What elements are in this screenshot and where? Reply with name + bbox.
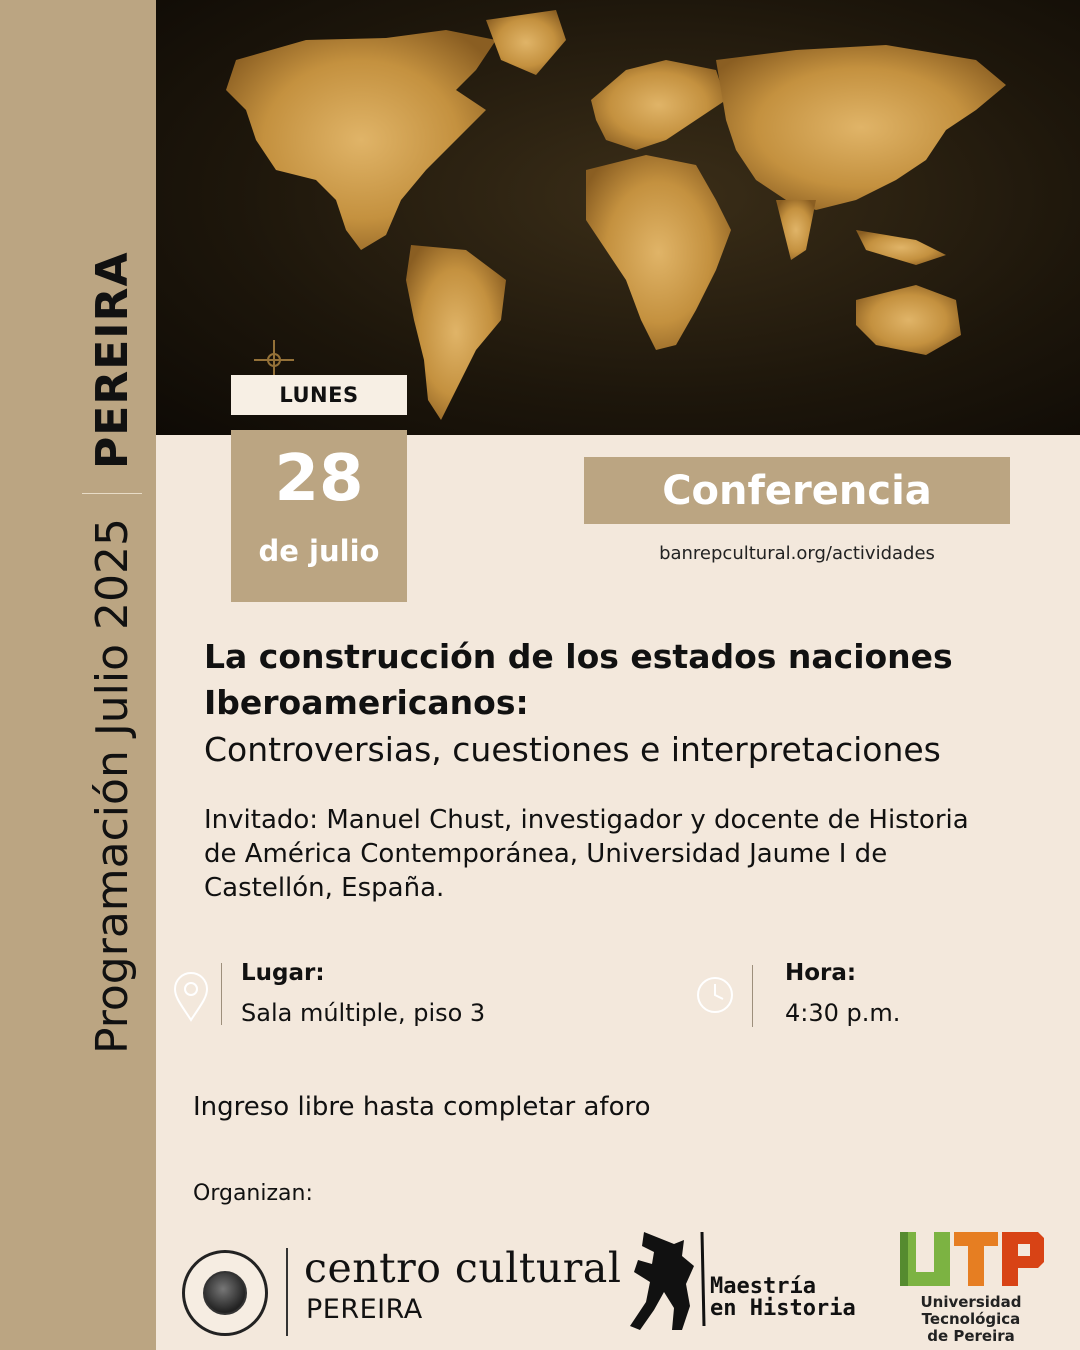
utp-line-1: Universidad Tecnológica (920, 1293, 1022, 1328)
title-line-1: La construcción de los estados naciones (204, 637, 953, 676)
place-label: Lugar: (241, 960, 325, 986)
event-title (204, 634, 1024, 726)
side-divider (82, 493, 142, 494)
utp-logo-text (890, 1294, 1052, 1345)
time-value: 4:30 p.m. (785, 999, 901, 1027)
event-subtitle: Controversias, cuestiones e interpretaciones (204, 730, 941, 769)
side-band (0, 0, 156, 1350)
centro-cultural-city: PEREIRA (306, 1294, 423, 1325)
maestria-line-1: Maestría (710, 1274, 816, 1299)
logo-divider (286, 1248, 288, 1336)
time-label: Hora: (785, 960, 857, 986)
maestria-figure-logo (624, 1226, 710, 1334)
time-divider (752, 965, 753, 1027)
place-divider (221, 963, 222, 1025)
seal-portrait (203, 1271, 247, 1315)
place-value: Sala múltiple, piso 3 (241, 999, 486, 1027)
centro-cultural-name: centro cultural (304, 1244, 622, 1292)
date-box (231, 430, 407, 602)
weekday-label: LUNES (231, 375, 407, 415)
website-link[interactable]: banrepcultural.org/actividades (659, 543, 935, 564)
event-type-badge: Conferencia (584, 457, 1010, 524)
city-label: PEREIRA (86, 251, 138, 469)
utp-line-2: de Pereira (927, 1327, 1015, 1345)
title-line-2: Iberoamericanos: (204, 683, 529, 722)
maestria-line-2: en Historia (710, 1296, 856, 1321)
program-label: Programación Julio 2025 (86, 517, 138, 1054)
maestria-logo-text (710, 1276, 856, 1320)
utp-logo-mark (898, 1228, 1046, 1290)
date-month: de julio (258, 534, 380, 568)
entry-note: Ingreso libre hasta completar aforo (193, 1092, 651, 1122)
guest-description: Invitado: Manuel Chust, investigador y docente de Historia de América Contemporánea, Universidad Jaume I de Castellón, España. (204, 805, 969, 903)
location-pin-icon (172, 970, 210, 1024)
banco-republica-seal-logo (182, 1250, 268, 1336)
organizers-label: Organizan: (193, 1181, 313, 1206)
clock-icon (695, 975, 735, 1015)
world-map-image (156, 0, 1080, 435)
date-day: 28 (274, 442, 364, 516)
side-text (82, 251, 142, 1054)
